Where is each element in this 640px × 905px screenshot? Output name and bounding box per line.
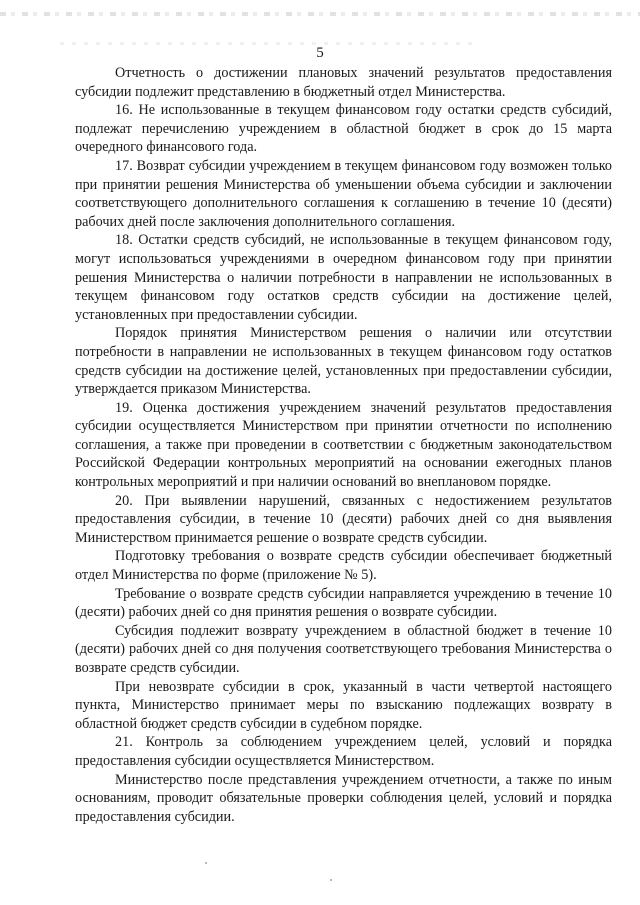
paragraph: Порядок принятия Министерством решения о наличии или отсутствии потребности в направлении не использованных в текущем финансовом году остатков средств субсидии на достижение целей, установленных при предоставлении субсидии, утверждается приказом Министерства. <box>75 325 612 398</box>
scan-speck <box>330 879 332 881</box>
paragraph: Отчетность о достижении плановых значений результатов предоставления субсидии подлежит представлению в бюджетный отдел Министерства. <box>75 65 612 100</box>
scan-artifact-top <box>0 12 640 16</box>
paragraph: 16. Не использованные в текущем финансовом году остатки средств субсидий, подлежат перечислению учреждением в областной бюджет в срок до 15 марта очередного финансового года. <box>75 102 612 156</box>
paragraph: При невозврате субсидии в срок, указанный в части четвертой настоящего пункта, Министерство принимает меры по взысканию подлежащих возврату в областной бюджет средств субсидии в судебном порядке. <box>75 678 612 732</box>
page-number: 5 <box>316 45 324 61</box>
scan-speck <box>205 862 207 864</box>
document-body <box>75 64 612 826</box>
paragraph: Подготовку требования о возврате средств субсидии обеспечивает бюджетный отдел Министерства по форме (приложение № 5). <box>75 548 612 584</box>
paragraph: Требование о возврате средств субсидии направляется учреждению в течение 10 (десяти) рабочих дней со дня принятия решения о возврате субсидии. <box>75 585 612 621</box>
paragraph: 21. Контроль за соблюдением учреждением целей, условий и порядка предоставления субсидии осуществляется Министерством. <box>75 734 612 769</box>
paragraph: 20. При выявлении нарушений, связанных с недостижением результатов предоставления субсидии, в течение 10 (десяти) рабочих дней со дня выявления Министерством принимается решение о возврате средств субсидии. <box>75 492 612 546</box>
paragraph: 18. Остатки средств субсидий, не использованные в текущем финансовом году, могут использоваться учреждениями в очередном финансовом году при принятии решения Министерства о наличии потребности в направлении не использованных в текущем финансовом году остатков средств субсидии на достижение целей, установленных при предоставлении субсидии. <box>75 232 612 323</box>
paragraph: 19. Оценка достижения учреждением значений результатов предоставления субсидии осуществляется Министерством при принятии отчетности по исполнению соглашения, а также при проведении в соответствии с бюджетным законодательством Российской Федерации контрольных мероприятий на основании ежегодных планов контрольных мероприятий и при наличии оснований во внеплановом порядке. <box>75 399 612 491</box>
paragraph: Министерство после представления учреждением отчетности, а также по иным основаниям, проводит обязательные проверки соблюдения целей, условий и порядка предоставления субсидии. <box>75 771 612 825</box>
paragraph: 17. Возврат субсидии учреждением в текущем финансовом году возможен только при принятии решения Министерства об уменьшении объема субсидии и заключении соответствующего дополнительного соглашения к соглашению в течение 10 (десяти) рабочих дней после заключения дополнительного соглашения. <box>75 157 612 230</box>
paragraph: Субсидия подлежит возврату учреждением в областной бюджет в течение 10 (десяти) рабочих дней со дня получения соответствующего требования Министерства о возврате средств субсидии. <box>75 622 612 676</box>
